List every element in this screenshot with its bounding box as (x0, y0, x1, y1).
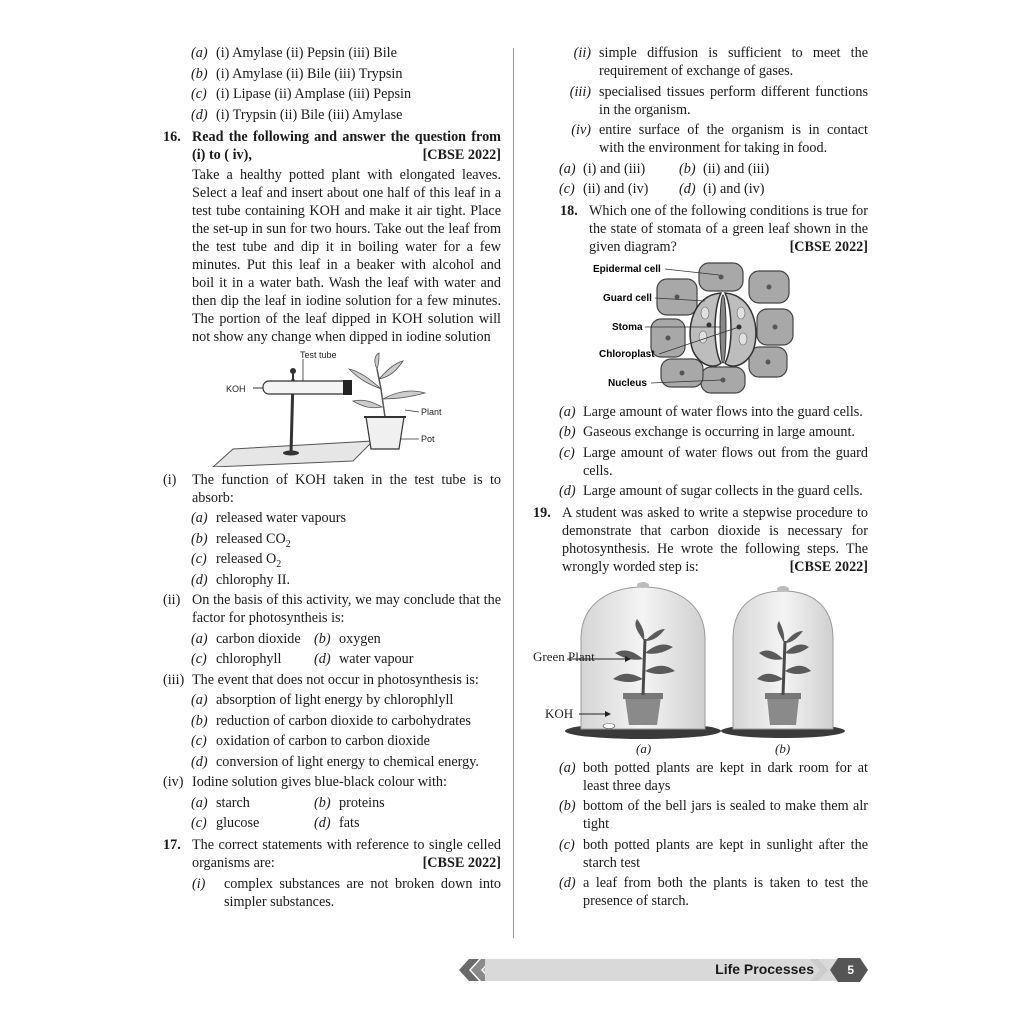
right-column (533, 44, 868, 913)
q19-tag: [CBSE 2022] (789, 559, 868, 575)
q15-option: (b) (i) Amylase (ii) Bile (iii) Trypsin (191, 65, 403, 82)
q18-heading: 18. Which one of the following conditions is true for the state of stomata of a green leaf shown in the given diagram? [CBSE 2022] (560, 203, 868, 255)
q17-option: (b) (ii) and (iii) (679, 160, 770, 177)
q17-option: (a) (i) and (iii) (559, 160, 646, 177)
page-footer (455, 956, 870, 984)
q17-options (553, 160, 868, 199)
green-plant-label: Green Plant (533, 648, 595, 664)
q15-options (163, 44, 501, 124)
q16-heading-text: Read the following and answer the question from (i) to ( iv), (192, 128, 501, 163)
koh-label: KOH (226, 383, 246, 394)
plant-label: Plant (421, 406, 442, 417)
q17-text: The correct statements with reference to single celled organisms are: (192, 837, 501, 871)
pot-label: Pot (421, 433, 435, 444)
q16-option: (b) oxygen (314, 630, 381, 647)
q19-options (553, 759, 868, 911)
q18-option: (b) Gaseous exchange is occurring in large amount. (559, 424, 855, 440)
q17-statements-continued (553, 44, 868, 157)
stoma-label: Stoma (612, 321, 643, 333)
left-column (163, 44, 501, 913)
q16-subquestions (163, 471, 501, 833)
bell-jar-figure (533, 579, 868, 757)
q15-option: (d) (i) Trypsin (ii) Bile (iii) Amylase (191, 106, 403, 123)
koh-experiment-illustration (163, 349, 501, 467)
q17-heading: 17. The correct statements with reference to single celled organisms are: [CBSE 2022] (163, 837, 501, 871)
q19-option: (b) bottom of the bell jars is sealed to make them alr tight (559, 798, 868, 832)
caption-a: (a) (636, 740, 652, 756)
column-divider (513, 48, 514, 938)
q16-option: (c) glucose (191, 815, 260, 831)
q16-option: (c) chlorophyll (191, 651, 282, 667)
q17-option: (c) (ii) and (iv) (559, 181, 649, 197)
q16-option: (a) carbon dioxide (191, 630, 301, 647)
q16-option: (c) oxidation of carbon to carbon dioxide (191, 733, 430, 749)
q16-heading: 16. Read the following and answer the question from (i) to ( iv), [CBSE 2022] (163, 128, 501, 163)
caption-b: (b) (775, 740, 791, 756)
bell-jar-illustration (533, 579, 868, 757)
q16-option: (b) proteins (314, 794, 385, 811)
q16-option: (a) released water vapours (191, 510, 346, 526)
epidermal-cell-label: Epidermal cell (593, 263, 661, 275)
koh-jar-label: KOH (545, 705, 574, 721)
q19-heading: 19. A student was asked to write a stepwise procedure to demonstrate that carbon dioxide is necessary for photosynthesis. He wrote the following steps. The wrongly worded step is: [CBSE 2022] (533, 505, 868, 575)
q17-statement: (iii) specialised tissues perform different functions in the organism. (569, 83, 868, 118)
q17-tag: [CBSE 2022] (422, 855, 501, 871)
q16-option: (d) conversion of light energy to chemical energy. (191, 753, 479, 770)
q19-option: (c) both potted plants are kept in sunlight after the starch test (559, 836, 868, 871)
chapter-title: Life Processes (715, 961, 814, 977)
q18-option: (d) Large amount of sugar collects in the guard cells. (559, 483, 863, 499)
q16-tag: [CBSE 2022] (422, 146, 501, 163)
q16-sub-i: (i) The function of KOH taken in the test tube is to absorb: (163, 471, 501, 506)
q16-sub-ii: (ii) On the basis of this activity, we may conclude that the factor for photosyntheis is: (163, 592, 501, 626)
q18-text: Which one of the following conditions is true for the state of stomata of a green leaf shown in the given diagram? (589, 203, 868, 255)
q16-option: (a) absorption of light energy by chlorophlyll (191, 692, 454, 708)
stomata-figure (553, 259, 868, 399)
q19-option: (a) both potted plants are kept in dark room for at least three days (559, 759, 868, 794)
q17-option-row (553, 160, 868, 178)
stomata-illustration (553, 259, 868, 399)
q16-option: (d) chlorophy II. (191, 571, 291, 588)
q18-options (553, 403, 868, 501)
q16-option-row (163, 650, 501, 668)
guard-cell-label: Guard cell (603, 292, 652, 304)
q17-option-row (553, 180, 868, 198)
q15-option: (c) (i) Lipase (ii) Amplase (iii) Pepsin (191, 86, 412, 102)
q16-sub-iii: (iii) The event that does not occur in photosynthesis is: (163, 671, 479, 688)
chloroplast-label: Chloroplast (599, 348, 655, 360)
q17-option: (d) (i) and (iv) (679, 181, 765, 197)
q16-passage: Take a healthy potted plant with elongated leaves. Select a leaf and insert about one half of this leaf in a test tube containing KOH and make it air tight. Place the set-up in sun for two hours. Take out the leaf from the test tube and dip it in boiling water for a few minutes. Put this leaf in a beaker with alcohol and boil it in a water bath. Wash the leaf with water and then dip the leaf in iodine solution for a few minutes. The portion of the leaf dipped in KOH solution will not show any change when dipped in iodine solution (192, 167, 501, 345)
q16-option-row (163, 630, 501, 648)
q16-sub-iv: (iv) Iodine solution gives blue-black colour with: (163, 774, 447, 790)
q16-option: (b) released $CO_2$ (191, 530, 291, 550)
nucleus-label: Nucleus (608, 377, 647, 389)
q16-option: (c) released $O_2$ (191, 551, 282, 570)
q16-option-row (163, 794, 501, 812)
q19-option: (d) a leaf from both the plants is taken to test the presence of starch. (559, 875, 868, 909)
test-tube-label: Test tube (300, 349, 337, 360)
q16-option: (d) fats (314, 815, 360, 831)
q18-option: (a) Large amount of water flows into the guard cells. (559, 403, 863, 420)
q17-statement-i: (i) complex substances are not broken down into simpler substances. (192, 875, 501, 910)
q16-option: (a) starch (191, 794, 250, 811)
koh-experiment-figure (163, 349, 501, 467)
q15-option: (a) (i) Amylase (ii) Pepsin (iii) Bile (191, 45, 397, 61)
page-number: 5 (847, 963, 854, 977)
q18-tag: [CBSE 2022] (789, 239, 868, 255)
q16-option-row (163, 814, 501, 832)
q18-option: (c) Large amount of water flows out from the guard cells. (559, 444, 868, 479)
q16-option: (b) reduction of carbon dioxide to carbohydrates (191, 712, 471, 729)
q19-text: A student was asked to write a stepwise procedure to demonstrate that carbon dioxide is necessary for photosynthesis. He wrote the following steps. The wrongly worded step is: (562, 505, 868, 575)
q17-statement: (iv) entire surface of the organism is in contact with the environment for taking in food. (571, 122, 868, 156)
q16-option: (d) water vapour (314, 651, 414, 667)
q17-statement: (ii) simple diffusion is sufficient to meet the requirement of exchange of gases. (573, 45, 868, 79)
